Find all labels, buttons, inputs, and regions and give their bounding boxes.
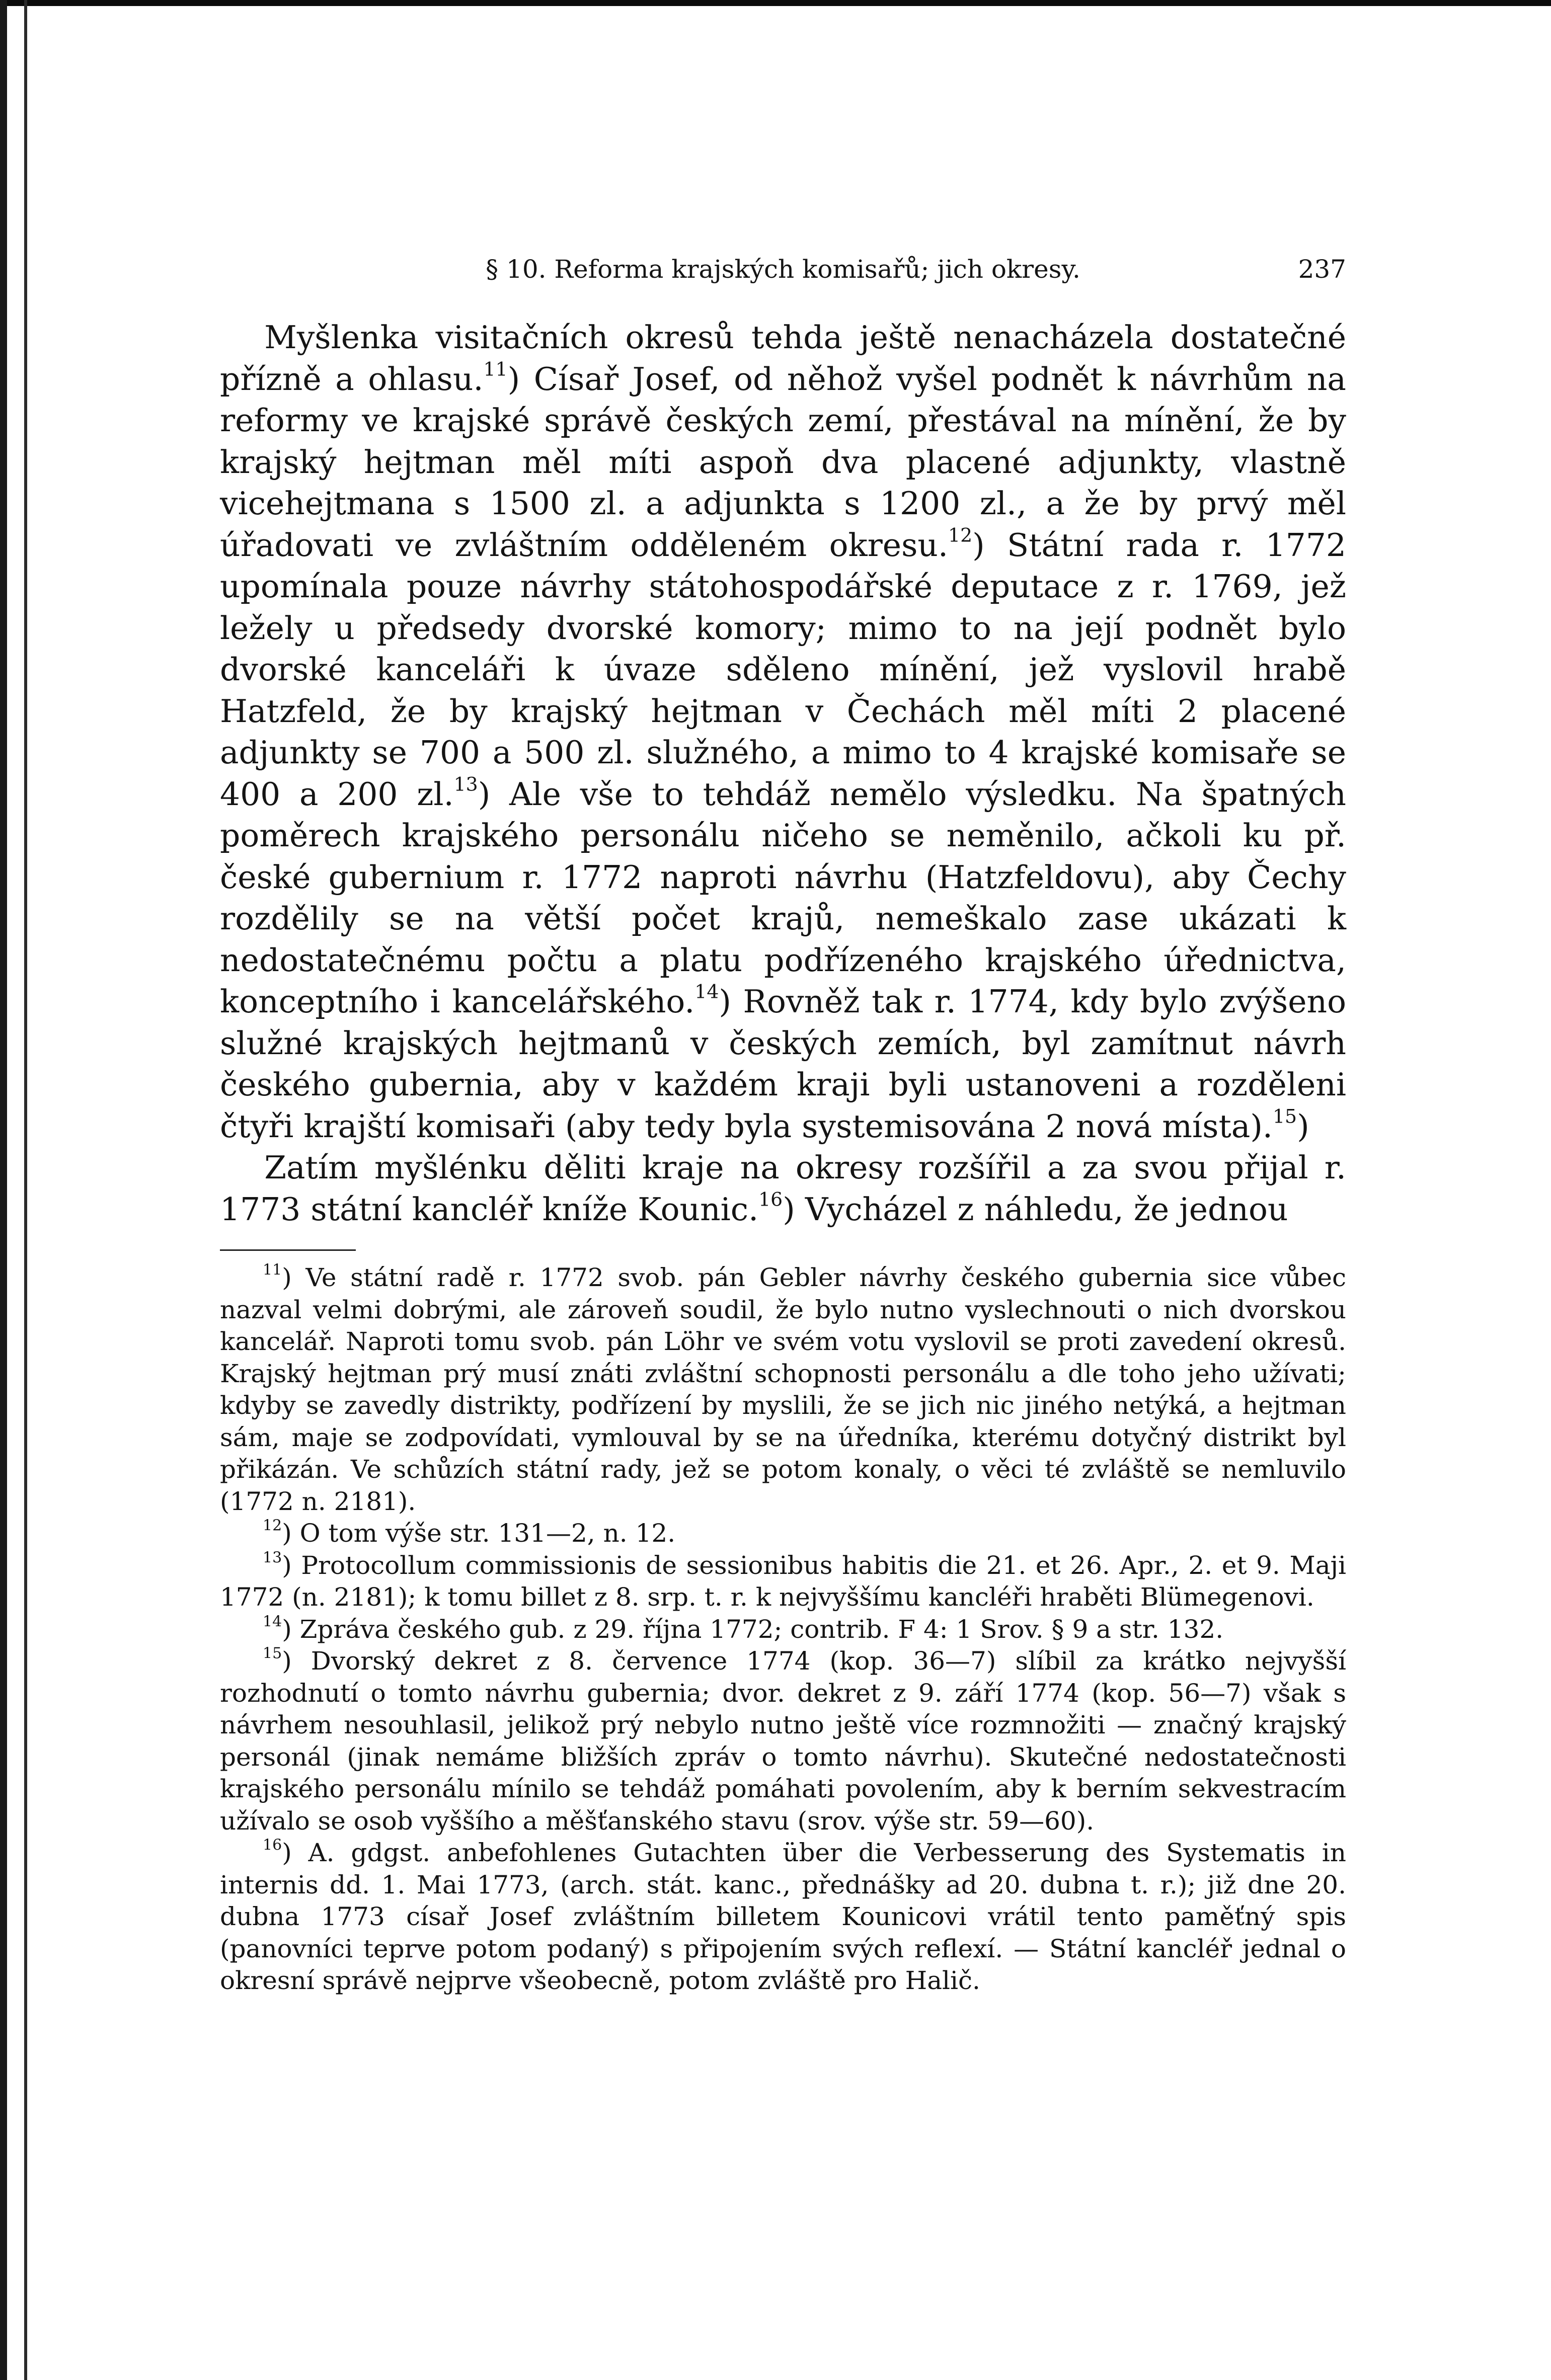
body-text [220,317,1346,1230]
running-head-title: § 10. Reforma krajských komisařů; jich okresy. [486,255,1080,284]
footnote-ref: 11 [483,358,508,380]
footnote-ref: 14 [694,980,719,1003]
paragraph-2: Zatím myšlénku děliti kraje na okresy rozšířil a za svou přijal r. 1773 státní kancléř kníže Kounic.$^{16}$) Vycházel z náhledu, že jednou [220,1149,1346,1228]
footnote-ref: 12 [948,524,973,546]
footnotes [220,1262,1346,1997]
book-page [220,252,1346,1997]
footnote-11: $^{11}$) Ve státní radě r. 1772 svob. pán Gebler návrhy českého gubernia sice vůbec nazval velmi dobrými, ale zároveň soudil, že bylo nutno vyslechnouti o nich dvorskou kancelář. Naproti tomu svob. pán Löhr ve svém votu vyslovil se proti zavedení okresů. Krajský hejtman prý musí znáti zvláštní schopnosti personálu a dle toho jeho užívati; kdyby se zavedly distrikty, podřízení by myslili, že se jich nic jiného netýká, a hejtman sám, maje se zodpovídati, vymlouval by se na úředníka, kterému dotyčný distrikt byl přikázán. Ve schůzích státní rady, jež se potom konaly, o věci té zvláště se nemluvilo (1772 n. 2181). [220,1261,1346,1516]
paragraph-1: Myšlenka visitačních okresů tehda ještě nenacházela dostatečné přízně a ohlasu.$^{11}$) Císař Josef, od něhož vyšel podnět k návrhům na reformy ve krajské správě českých zemí, přestával na mínění, že by krajský hejtman měl míti aspoň dva placené adjunkty, vlastně vicehejtmana s 1500 zl. a adjunkta s 1200 zl., a že by prvý měl úřadovati ve zvláštním odděleném okresu.$^{12}$) Státní rada r. 1772 upomínala pouze návrhy státohospodářské deputace z r. 1769, jež ležely u předsedy dvorské komory; mimo to na její podnět bylo dvorské kanceláři k úvaze sděleno mínění, jež vyslovil hrabě Hatzfeld, že by krajský hejtman v Čechách měl míti 2 placené adjunkty se 700 a 500 zl. služného, a mimo to 4 krajské komisaře se 400 a 200 zl.$^{13}$) Ale vše to tehdáž nemělo výsledku. Na špatných poměrech krajského personálu ničeho se neměnilo, ačkoli ku př. české gubernium r. 1772 naproti návrhu (Hatzfeldovu), aby Čechy rozdělily se na větší počet krajů, nemeškalo zase ukázati k nedostatečnému počtu a platu podřízeného krajského úřednictva, konceptního i kancelářského.$^{14}$) Rovněž tak r. 1774, kdy bylo zvýšeno služné krajských hejtmanů v českých zemích, byl zamítnut návrh českého gubernia, aby v každém kraji byli ustanoveni a rozděleni čtyři krajští komisaři (aby tedy byla systemisována 2 nová místa).$^{15}$) [220,319,1347,1145]
running-head [220,252,1346,287]
page-number: 237 [1298,255,1346,284]
footnote-14: $^{14}$) Zpráva českého gub. z 29. října 1772; contrib. F 4: 1 Srov. § 9 a str. 132. [263,1613,1224,1644]
scan-border-top [0,0,1551,6]
scan-border-left [0,0,7,2380]
footnote-separator [220,1249,356,1251]
footnote-12: $^{12}$) O tom výše str. 131—2, n. 12. [263,1517,676,1548]
footnote-ref: 16 [758,1188,783,1211]
footnote-13: $^{13}$) Protocollum commissionis de sessionibus habitis die 21. et 26. Apr., 2. et 9. Maji 1772 (n. 2181); k tomu billet z 8. srp. t. r. k nejvyššímu kancléři hraběti Blümegenovi. [220,1549,1346,1612]
scan-border-left-inner [24,0,27,2380]
footnote-15: $^{15}$) Dvorský dekret z 8. července 1774 (kop. 36—7) slíbil za krátko nejvyšší rozhodnutí o tomto návrhu gubernia; dvor. dekret z 9. září 1774 (kop. 56—7) však s návrhem nesouhlasil, jelikož prý nebylo nutno ještě více rozmnožiti — značný krajský personál (jinak nemáme bližších zpráv o tomto návrhu). Skutečné nedostatečnosti krajského personálu mínilo se tehdáž pomáhati povolením, aby k berním sekvestracím užívalo se osob vyššího a měšťanského stavu (srov. výše str. 59—60). [220,1644,1346,1836]
footnote-ref: 15 [1272,1105,1297,1128]
footnote-16: $^{16}$) A. gdgst. anbefohlenes Gutachten über die Verbesserung des Systematis in internis dd. 1. Mai 1773, (arch. stát. kanc., přednášky ad 20. dubna t. r.); již dne 20. dubna 1773 císař Josef zvláštním billetem Kounicovi vrátil tento paměťný spis (panovníci teprve potom podaný) s připojením svých reflexí. — Státní kancléř jednal o okresní správě nejprve všeobecně, potom zvláště pro Halič. [220,1836,1346,1995]
footnote-ref: 13 [453,773,478,796]
